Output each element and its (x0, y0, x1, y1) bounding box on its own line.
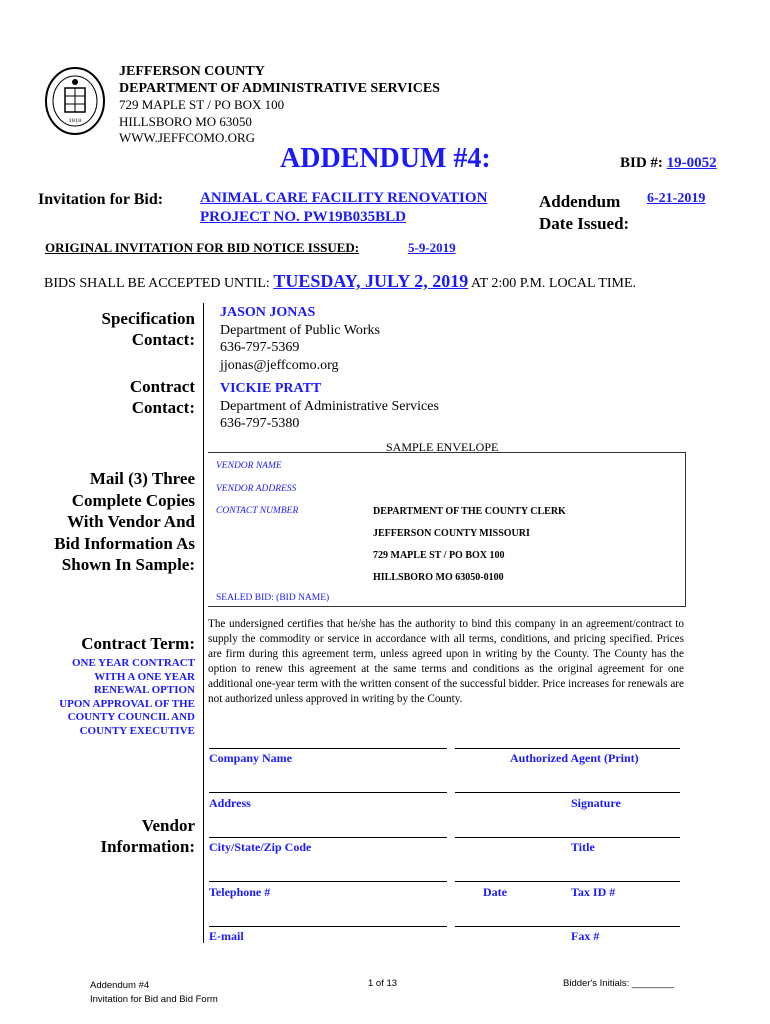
signature-label: Signature (571, 796, 621, 810)
date-tax-line[interactable] (455, 881, 680, 882)
section-divider (203, 303, 204, 943)
term-note-5: COUNTY COUNCIL AND (67, 711, 195, 723)
mail-line-1: Mail (3) Three (89, 469, 195, 488)
spec-contact-dept: Department of Public Works (220, 322, 380, 338)
acceptance-suffix: AT 2:00 P.M. LOCAL TIME. (470, 276, 637, 291)
telephone-line[interactable] (209, 881, 447, 882)
email-line[interactable] (209, 926, 447, 927)
contract-contact-label (130, 376, 195, 418)
spec-contact-label-2: Contact: (131, 330, 195, 349)
email-label: E-mail (209, 929, 244, 943)
envelope-caption: SAMPLE ENVELOPE (386, 440, 499, 454)
agency-header (119, 64, 440, 147)
spec-contact-email[interactable]: jjonas@jeffcomo.org (220, 357, 339, 373)
envelope-vendor-name: VENDOR NAME (216, 461, 282, 471)
city-state-zip-label: City/State/Zip Code (209, 840, 312, 854)
spec-contact-phone: 636-797-5369 (220, 340, 300, 355)
contract-contact-dept: Department of Administrative Services (220, 398, 439, 414)
bid-number (620, 155, 717, 172)
envelope-addr-4: HILLSBORO MO 63050-0100 (373, 572, 504, 583)
bidder-initials[interactable]: Bidder's Initials: ________ (563, 978, 675, 989)
contract-contact-name: VICKIE PRATT (220, 381, 322, 396)
project-line-2: PROJECT NO. PW19B035BLD (200, 209, 406, 225)
mail-line-3: With Vendor And (67, 512, 195, 531)
tax-id-label: Tax ID # (571, 885, 616, 899)
term-note-6: COUNTY EXECUTIVE (79, 724, 195, 737)
telephone-label: Telephone # (209, 885, 271, 899)
vendor-label-2: Information: (100, 837, 195, 856)
contract-contact-phone: 636-797-5380 (220, 416, 300, 431)
envelope-sealed-bid: SEALED BID: (BID NAME) (216, 593, 330, 603)
invitation-label: Invitation for Bid: (38, 191, 164, 208)
spec-contact-name: JASON JONAS (220, 305, 316, 320)
authorized-agent-line[interactable] (455, 748, 680, 749)
signature-line[interactable] (455, 792, 680, 793)
authorized-agent-label: Authorized Agent (Print) (510, 751, 639, 765)
date-label: Date (483, 885, 507, 899)
addendum-title: ADDENDUM #4: (280, 143, 491, 174)
spec-contact-label-1: Specification (101, 309, 195, 328)
county-seal-logo (44, 66, 106, 136)
svg-text:1818: 1818 (68, 118, 82, 124)
contract-terms-text: The undersigned certifies that he/she has the authority to bind this company in an agreement/contract to supply the commodity or service in accordance with all terms, conditions, and pricing specified. Prices are firm during this agreement term, unless agreed upon in writing by the County. The County has the option to renew this agreement at the same terms and conditions as the original agreement for one additional one-year term with the written consent of the successful bidder. Price increases for renewals are not authorized unless approved in writing by the County. (208, 618, 684, 705)
footer-doc-line-1: Addendum #4 (90, 980, 150, 991)
mail-line-4: Bid Information As (54, 533, 195, 553)
title-label: Title (571, 840, 595, 854)
envelope-addr-2: JEFFERSON COUNTY MISSOURI (373, 528, 530, 539)
addendum-date-label-1: Addendum (539, 192, 621, 211)
sample-envelope (208, 452, 686, 607)
contract-term-label: Contract Term: (81, 634, 195, 653)
envelope-contact-number: CONTACT NUMBER (216, 506, 299, 516)
addendum-date-value: 6-21-2019 (647, 191, 706, 206)
spec-contact-label (102, 308, 196, 350)
contract-contact-label-2: Contact: (131, 398, 195, 417)
footer-doc-line-2: Invitation for Bid and Bid Form (90, 994, 218, 1005)
original-notice-date: 5-9-2019 (408, 240, 456, 255)
bid-number-value: 19-0052 (666, 155, 717, 171)
address-label: Address (209, 796, 251, 810)
company-name-label: Company Name (209, 751, 292, 765)
contract-contact-label-1: Contract (129, 377, 195, 396)
original-notice-label: ORIGINAL INVITATION FOR BID NOTICE ISSUED: (45, 240, 360, 255)
envelope-addr-3: 729 MAPLE ST / PO BOX 100 (373, 550, 505, 561)
term-note-4: UPON APPROVAL OF THE (59, 697, 195, 710)
department-name: DEPARTMENT OF ADMINISTRATIVE SERVICES (119, 80, 440, 96)
city-state-zip-line[interactable] (209, 837, 447, 838)
envelope-addr-1: DEPARTMENT OF THE COUNTY CLERK (373, 506, 566, 517)
mail-line-5: Shown In Sample: (61, 555, 195, 574)
bid-number-label: BID #: (620, 155, 663, 171)
addendum-date-label (539, 191, 629, 235)
address-line-2: HILLSBORO MO 63050 (119, 113, 252, 129)
footer-doc-info (90, 979, 218, 1007)
acceptance-deadline (44, 271, 636, 292)
term-note-1: ONE YEAR CONTRACT (71, 657, 195, 669)
county-name: JEFFERSON COUNTY (119, 64, 265, 79)
vendor-label-1: Vendor (141, 816, 195, 835)
contract-term-note (59, 657, 195, 738)
title-line[interactable] (455, 837, 680, 838)
mail-instructions (54, 468, 195, 576)
envelope-vendor-address: VENDOR ADDRESS (216, 484, 297, 494)
acceptance-date: TUESDAY, JULY 2, 2019 (273, 271, 469, 291)
page-number: 1 of 13 (368, 978, 398, 989)
spec-contact-info (220, 304, 380, 374)
vendor-info-label (101, 815, 195, 857)
fax-label: Fax # (571, 929, 600, 943)
company-name-line[interactable] (209, 748, 447, 749)
term-note-2: WITH A ONE YEAR (94, 670, 195, 683)
project-name (200, 189, 487, 227)
addendum-date-label-2: Date Issued: (539, 214, 630, 233)
project-line-1: ANIMAL CARE FACILITY RENOVATION (200, 190, 488, 206)
mail-line-2: Complete Copies (71, 490, 195, 510)
term-note-3: RENEWAL OPTION (93, 684, 195, 696)
acceptance-prefix: BIDS SHALL BE ACCEPTED UNTIL: (44, 276, 270, 291)
website: WWW.JEFFCOMO.ORG (119, 130, 256, 145)
contract-contact-info (220, 380, 439, 433)
address-line-1: 729 MAPLE ST / PO BOX 100 (119, 97, 285, 112)
address-line[interactable] (209, 792, 447, 793)
fax-line[interactable] (455, 926, 680, 927)
